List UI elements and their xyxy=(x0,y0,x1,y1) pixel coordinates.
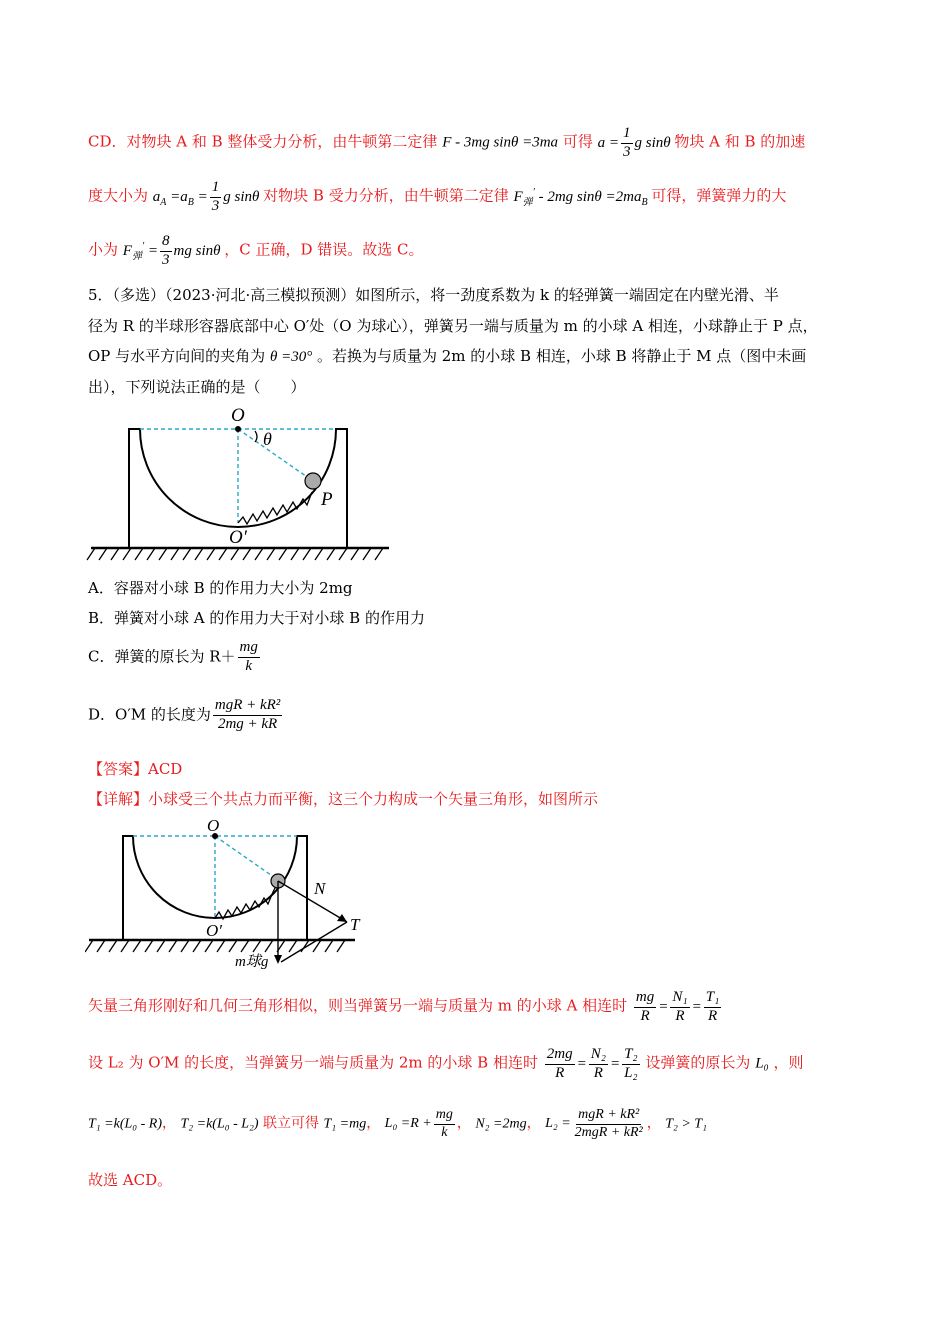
figure1-label-oprime: O′ xyxy=(229,527,247,548)
question-line-3: OP 与水平方向间的夹角为 θ =30° 。若换为与质量为 2m 的小球 B 相连，小球 B 将静止于 M 点（图中未画 xyxy=(88,347,807,365)
figure2-label-t: T xyxy=(350,915,360,934)
cd-line-3 xyxy=(88,234,424,269)
force-t xyxy=(281,922,347,962)
explain-line-1: 矢量三角形刚好和几何三角形相似，则当弹簧另一端与质量为 m 的小球 A 相连时 $\frac{mg}{R}$ = $\frac{\text{N₁}}{R}$ = $\frac{\text{T₁}}{R}$ xyxy=(88,989,720,1024)
option-a: A．容器对小球 B 的作用力大小为 2mg xyxy=(88,579,353,597)
figure1-label-o: O xyxy=(231,405,245,426)
figure-force-triangle xyxy=(85,814,375,974)
cd-line-1-text-c: 物块 A 和 B 的加速 xyxy=(674,132,806,151)
cd-line-2-text-a: 度大小为 xyxy=(88,186,149,205)
question-line-4: 出），下列说法正确的是（ ） xyxy=(88,378,306,396)
explain-line-2: 设 L₂ 为 O′M 的长度，当弹簧另一端与质量为 2m 的小球 B 相连时 $\frac{2mg}{R}$ = $\frac{\text{N₂}}{R}$ = $\frac{\text{T₂}}{\text{L₂}}$ 设弹簧的原长为 L₀ ，则 xyxy=(88,1046,804,1081)
cd-eq-newton-b: $F_弹' - 2mg$ $\sin\theta =2ma_B$ xyxy=(513,186,648,208)
figure2-label-o: O xyxy=(207,816,220,835)
cd-line-3-text-a: 小为 xyxy=(88,240,119,259)
cd-line-1-text-a: CD．对物块 A 和 B 整体受力分析，由牛顿第二定律 xyxy=(88,132,438,151)
figure1-label-theta: θ xyxy=(263,429,272,449)
cd-line-1-text-b: 可得 xyxy=(562,132,593,151)
option-c: C．弹簧的原长为 R＋ $\frac{mg}{k}$ xyxy=(88,639,258,674)
figure2-label-oprime: O′ xyxy=(206,921,222,940)
option-d: D．O′M 的长度为 $\frac{\text{mgR + kR²}}{2mg + kR}$ xyxy=(88,697,281,732)
question-theta-eq: θ =30° xyxy=(269,349,313,365)
figure1-label-p: P xyxy=(321,489,333,510)
option-b: B．弹簧对小球 A 的作用力大于对小球 B 的作用力 xyxy=(88,609,425,627)
question-line-1: 5．（多选）（2023·河北·高三模拟预测）如图所示，将一劲度系数为 k 的轻弹簧一端固定在内壁光滑、半 xyxy=(88,286,779,304)
detail-label: 【详解】小球受三个共点力而平衡，这三个力构成一个矢量三角形，如图所示 xyxy=(88,790,599,808)
explain-line-3: T₁ =k(L₀ - R)， T₂ =k(L₀ - L₂) 联立可得 T₁ =mg， L₀ =R + $\frac{mg}{k}$ ， N₂ =2mg， L₂ = $\frac{\text{mgR + kR²}}{\text{2mgR + kR²}}$ ， T₂ > T₁ xyxy=(88,1107,707,1140)
cd-line-2 xyxy=(88,180,786,215)
cd-eq-spring-force: $F_弹'$ = $\frac{8}{3}$ mg sinθ xyxy=(122,233,221,268)
figure-hemisphere-container xyxy=(85,402,395,562)
cd-eq-accel: a = $\frac{1}{3}$ g sinθ xyxy=(597,125,671,160)
cd-line-1 xyxy=(88,126,805,161)
cd-line-3-text-b: ，C 正确，D 错误。故选 C。 xyxy=(224,240,424,259)
cd-line-2-text-c: 可得，弹簧弹力的大 xyxy=(651,186,787,205)
question-line-2: 径为 R 的半球形容器底部中心 O′处（O 为球心），弹簧另一端与质量为 m 的小球 A 相连，小球静止于 P 点， xyxy=(88,317,818,335)
cd-eq-accel-ab: $a_A =a_B$ = $\frac{1}{3}$ g sinθ xyxy=(152,179,260,214)
figure2-label-mg: m球g xyxy=(235,954,269,970)
cd-line-2-text-b: 对物块 B 受力分析，由牛顿第二定律 xyxy=(263,186,509,205)
final-answer: 故选 ACD。 xyxy=(88,1171,173,1189)
spring-2 xyxy=(215,884,277,919)
ground xyxy=(87,548,389,560)
figure2-label-n: N xyxy=(314,879,326,898)
ball-p xyxy=(305,473,321,489)
answer-label: 【答案】ACD xyxy=(88,760,183,778)
cd-eq-newton-total: F - 3mg sinθ =3ma xyxy=(442,134,559,151)
